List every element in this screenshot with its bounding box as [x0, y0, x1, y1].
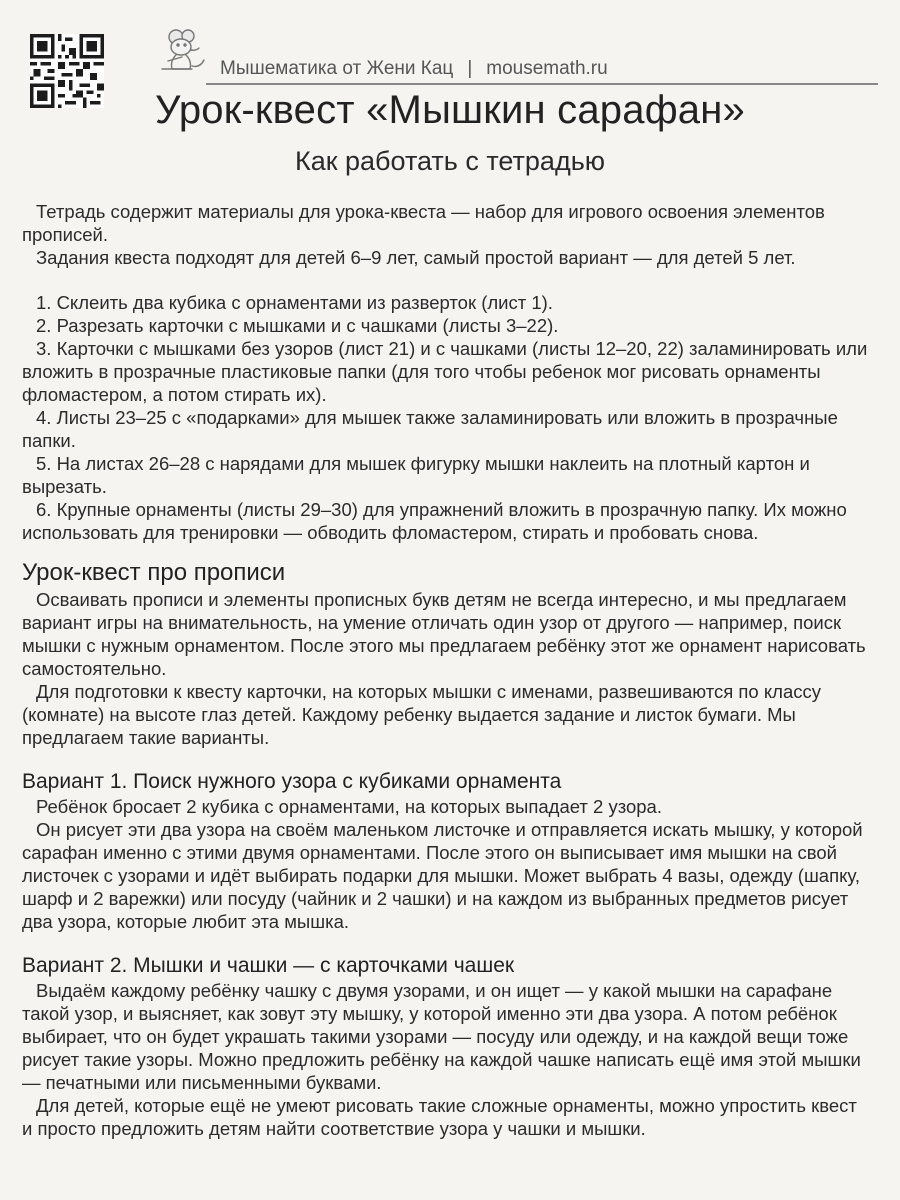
header-line	[220, 28, 608, 80]
variant1-heading: Вариант 1. Поиск нужного узора с кубиками орнамента	[22, 770, 562, 793]
section-paragraph: Осваивать прописи и элементы прописных букв детям не всегда интересно, и мы предлагаем вариант игры на внимательность, на умение отличать один узор от другого — например, поиск мышки с нужным орнаментом. После этого мы предлагаем ребёнку этот же орнамент нарисовать самостоятельно.	[22, 589, 866, 679]
step-item: 1. Склеить два кубика с орнаментами из разверток (лист 1).	[36, 292, 553, 313]
variant2-paragraph: Для детей, которые ещё не умеют рисовать такие сложные орнаменты, можно упростить квест и просто предложить детям найти соответствие узора у чашки и мышки.	[22, 1095, 857, 1139]
variant2-heading: Вариант 2. Мышки и чашки — с карточками чашек	[22, 954, 515, 977]
page-title: Урок-квест «Мышкин сарафан»	[155, 88, 745, 132]
step-item: 2. Разрезать карточки с мышками и с чашками (листы 3–22).	[36, 315, 559, 336]
section-heading: Урок-квест про прописи	[22, 559, 286, 586]
intro-paragraph: Тетрадь содержит материалы для урока-квеста — набор для игрового освоения элементов прописей.	[22, 201, 825, 245]
site-name: Мышематика от Жени Кац	[220, 58, 454, 79]
content	[22, 200, 872, 1140]
step-item: 6. Крупные орнаменты (листы 29–30) для упражнений вложить в прозрачную папку. Их можно использовать для тренировки — обводить фломастером, стирать и пробовать снова.	[22, 499, 847, 543]
header-rule	[206, 83, 878, 85]
step-item: 4. Листы 23–25 с «подарками» для мышек также заламинировать или вложить в прозрачные папки.	[22, 407, 838, 451]
site-url: mousemath.ru	[486, 58, 608, 79]
section-paragraph: Для подготовки к квесту карточки, на которых мышки с именами, развешиваются по классу (комнате) на высоте глаз детей. Каждому ребенку выдается задание и листок бумаги. Мы предлагаем такие варианты.	[22, 681, 821, 748]
variant1-paragraph: Ребёнок бросает 2 кубика с орнаментами, на которых выпадает 2 узора.	[36, 796, 662, 817]
mouse-logo-icon	[148, 28, 210, 76]
step-item: 5. На листах 26–28 с нарядами для мышек фигурку мышки наклеить на плотный картон и вырезать.	[22, 453, 810, 497]
intro-paragraph: Задания квеста подходят для детей 6–9 лет, самый простой вариант — для детей 5 лет.	[36, 247, 796, 268]
header-separator: |	[467, 58, 473, 79]
variant2-paragraph: Выдаём каждому ребёнку чашку с двумя узорами, и он ищет — у какой мышки на сарафане такой узор, и выясняет, как зовут эту мышку, у которой именно эти два узора. А потом ребёнок выбирает, что он будет украшать такими узорами — посуду или одежду, и на каждой вещи тоже рисует такие узоры. Можно предложить ребёнку на каждой чашке написать ещё имя этой мышки — печатными или письменными буквами.	[22, 980, 861, 1093]
variant1-paragraph: Он рисует эти два узора на своём маленьком листочке и отправляется искать мышку, у которой сарафан именно с этими двумя орнаментами. После этого он выписывает имя мышки на свой листочек с узорами и идёт выбирать подарки для мышки. Может выбрать 4 вазы, одежду (шапку, шарф и 2 варежки) или посуду (чайник и 2 чашки) и на каждом из выбранных предметов рисует два узора, которые любит эта мышка.	[22, 819, 863, 932]
page-subtitle: Как работать с тетрадью	[294, 146, 606, 176]
step-item: 3. Карточки с мышками без узоров (лист 21) и с чашками (листы 12–20, 22) заламинировать или вложить в прозрачные пластиковые папки (для того чтобы ребенок мог рисовать орнаменты фломастером, а потом стирать их).	[22, 338, 868, 405]
